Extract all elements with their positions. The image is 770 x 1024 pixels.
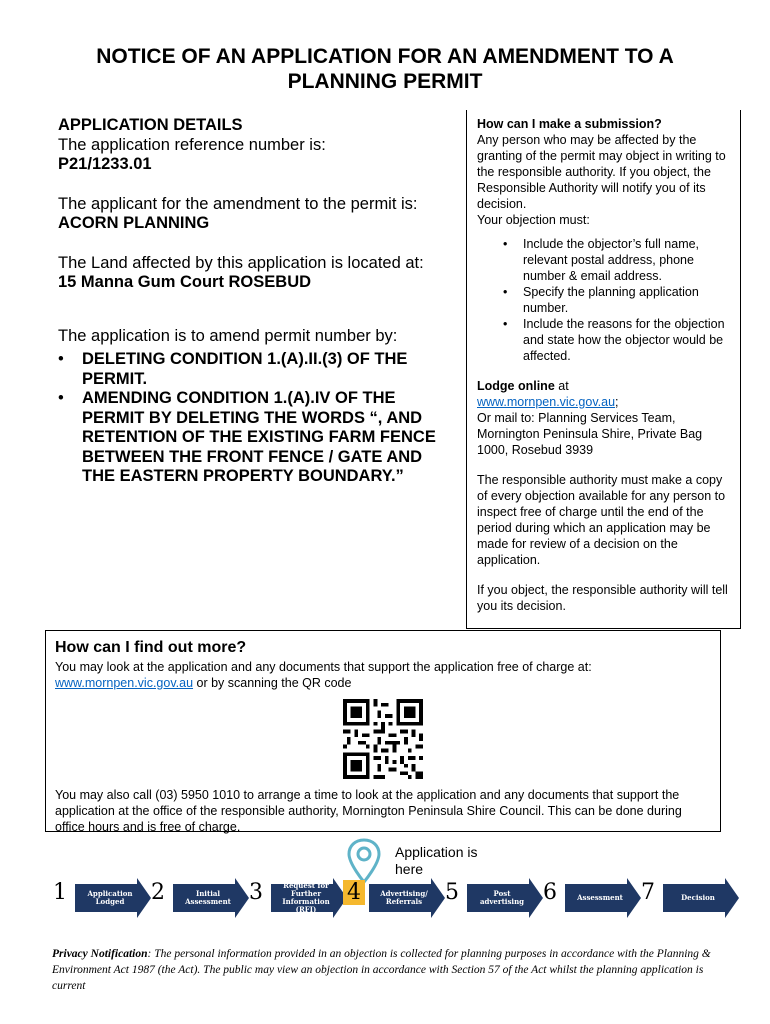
amend-label: The application is to amend permit number by: — [58, 326, 398, 345]
step-label: Post advertising — [479, 889, 525, 906]
step-number: 2 — [151, 880, 165, 905]
details-heading: APPLICATION DETAILS — [58, 116, 243, 134]
step-arrow — [75, 878, 151, 918]
copy-notice: The responsible authority must make a copy of every objection available for any person to inspect free of charge until the end of the period during which an application may be made for review of a decision on the application. — [477, 473, 726, 567]
step-number: 4 — [343, 880, 365, 905]
land-label: The Land affected by this application is located at: — [58, 253, 424, 272]
step-6 — [535, 878, 633, 918]
step-label: Assessment — [577, 893, 623, 902]
page-title: NOTICE OF AN APPLICATION FOR AN AMENDMENT TO A PLANNING PERMIT — [96, 45, 674, 93]
submission-intro: Any person who may be affected by the granting of the permit may object in writing to the responsible authority. If you object, the Responsible Authority will notify you of its decision. — [477, 133, 726, 211]
step-label: Decision — [681, 893, 715, 902]
step-arrow — [565, 878, 641, 918]
find-out-more-box — [45, 630, 721, 832]
process-stepper — [45, 838, 725, 938]
amend-item: • DELETING CONDITION 1.(A).II.(3) OF THE PERMIT. — [82, 350, 448, 389]
applicant-value: ACORN PLANNING — [58, 214, 210, 232]
findout-link[interactable]: www.mornpen.vic.gov.au — [55, 676, 194, 690]
step-arrow — [467, 878, 543, 918]
decision-notice: If you object, the responsible authority will tell you its decision. — [477, 583, 728, 613]
step-arrow — [173, 878, 249, 918]
step-3 — [241, 878, 339, 918]
step-arrow — [663, 878, 739, 918]
objection-item: • Specify the planning application number. — [523, 284, 730, 316]
privacy-notification — [52, 946, 722, 994]
ref-label: The application reference number is: — [58, 135, 326, 154]
land-value: 15 Manna Gum Court ROSEBUD — [58, 273, 312, 291]
step-4 — [339, 878, 437, 918]
findout-line: You may look at the application and any documents that support the application free of charge at: — [55, 660, 592, 674]
submission-box — [466, 110, 741, 629]
amend-list — [58, 350, 448, 487]
step-label: Initial Assessment — [185, 889, 231, 906]
step-2 — [143, 878, 241, 918]
objection-item: • Include the objector’s full name, relevant postal address, phone number & email address. — [523, 236, 730, 284]
submission-heading: How can I make a submission? — [477, 117, 662, 131]
amend-item: • AMENDING CONDITION 1.(A).IV OF THE PERMIT BY DELETING THE WORDS “, AND RETENTION OF THE EXISTING FARM FENCE BETWEEN THE FRONT FENCE / GATE AND THE EASTERN PROPERTY BOUNDARY.” — [82, 389, 448, 487]
lodge-semicolon: ; — [615, 395, 619, 409]
step-label: Request for Further Information (RFI) — [282, 881, 330, 914]
step-5 — [437, 878, 535, 918]
privacy-heading: Privacy Notification — [52, 948, 148, 960]
findout-text — [55, 659, 711, 691]
mail-address: Or mail to: Planning Services Team, Mornington Peninsula Shire, Private Bag 1000, Rosebud 3939 — [477, 411, 703, 457]
application-details — [58, 116, 448, 487]
ref-value: P21/1233.01 — [58, 155, 152, 173]
qr-code-icon[interactable] — [343, 699, 423, 779]
applicant-label: The applicant for the amendment to the permit is: — [58, 194, 418, 213]
step-1 — [45, 878, 143, 918]
lodge-link[interactable]: www.mornpen.vic.gov.au — [477, 395, 616, 409]
step-number: 7 — [641, 880, 655, 905]
step-number: 3 — [249, 880, 263, 905]
call-text: You may also call (03) 5950 1010 to arrange a time to look at the application and any documents that support the application at the office of the responsible authority, Mornington Peninsula Shire Council. This can be done during office hours and is free of charge. — [55, 788, 682, 834]
step-arrow — [271, 878, 347, 918]
privacy-text: : The personal information provided in an objection is collected for planning purposes in accordance with the Planning & Environment Act 1987 (the Act). The public may view an objection in accordance with Section 57 of the Act whilst the planning application is current — [52, 948, 711, 992]
step-number: 6 — [543, 880, 557, 905]
step-number: 5 — [445, 880, 459, 905]
findout-heading: How can I find out more? — [55, 639, 247, 656]
lodge-line — [477, 378, 730, 410]
step-arrow — [369, 878, 445, 918]
step-label: Application Lodged — [87, 889, 133, 906]
application-here-label: Application is here — [395, 844, 478, 877]
lodge-at: at — [554, 379, 569, 393]
objection-list — [477, 236, 730, 364]
step-label: Advertising/ Referrals — [380, 889, 428, 906]
findout-qr-text: or by scanning the QR code — [193, 676, 352, 690]
step-7 — [633, 878, 731, 918]
step-number: 1 — [53, 880, 67, 905]
objection-item: • Include the reasons for the objection and state how the objector would be affected. — [523, 316, 730, 364]
objection-must: Your objection must: — [477, 213, 590, 227]
lodge-online: Lodge online — [477, 379, 555, 393]
